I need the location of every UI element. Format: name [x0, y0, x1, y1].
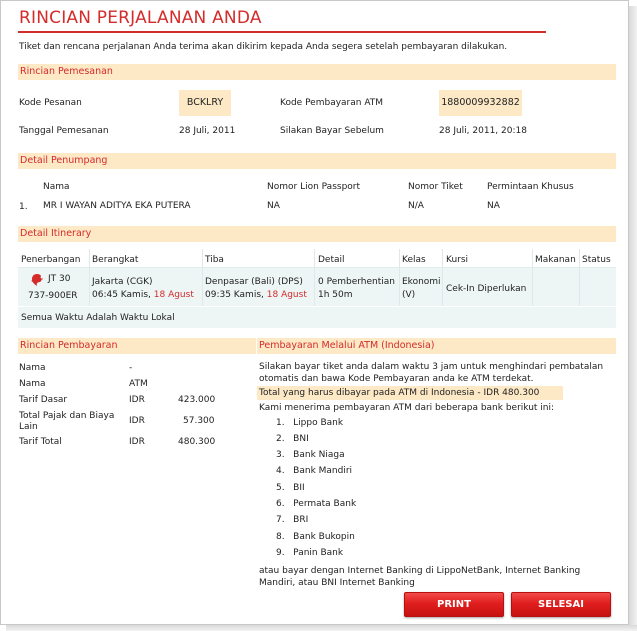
payment-amount: 423.000 [178, 395, 216, 405]
passenger-number: 1. [19, 202, 28, 212]
flight-duration: 1h 50m [318, 290, 353, 300]
title-divider [18, 31, 546, 33]
itin-col-detail: Detail [318, 255, 345, 265]
payment-currency: ATM [129, 379, 148, 389]
booking-section-header: Rincian Pemesanan [18, 64, 616, 80]
atm-code-value: 1880009932882 [439, 90, 522, 116]
passenger-passport: NA [267, 201, 280, 211]
passenger-name: MR I WAYAN ADITYA EKA PUTERA [43, 201, 191, 211]
print-button[interactable]: PRINT [404, 592, 504, 617]
atm-banks-intro: Kami menerima pembayaran ATM dari beberapa bank berikut ini: [259, 403, 555, 413]
itin-col-class: Kelas [402, 255, 426, 265]
atm-total-line: Total yang harus dibayar pada ATM di Indonesia - IDR 480.300 [259, 388, 540, 398]
passenger-ticket: N/A [408, 201, 424, 211]
payment-currency: IDR [129, 437, 145, 447]
payment-label: Total Pajak dan Biaya Lain [19, 411, 115, 432]
flight-number: JT 30 [48, 274, 71, 284]
bank-item: 9. Panin Bank [276, 548, 344, 558]
passenger-request: NA [487, 201, 500, 211]
done-button[interactable]: SELESAI [511, 592, 611, 617]
itin-col-arrive: Tiba [205, 255, 224, 265]
payment-label: Tarif Total [19, 437, 62, 447]
bank-item: 8. Bank Bukopin [276, 532, 355, 542]
arrive-datetime: 09:35 Kamis, 18 Agust [205, 290, 307, 300]
bank-item: 5. BII [276, 483, 305, 493]
depart-city: Jakarta (CGK) [92, 277, 153, 287]
payment-label: Tarif Dasar [19, 395, 68, 405]
payment-currency: IDR [129, 416, 145, 426]
itin-col-seat: Kursi [446, 255, 469, 265]
booking-code-value: BCKLRY [179, 90, 231, 116]
passenger-col-ticket: Nomor Tiket [408, 182, 463, 192]
atm-code-label: Kode Pembayaran ATM [280, 98, 384, 108]
atm-instruction-line2: otomatis dan bawa Kode Pembayaran anda ke ATM terdekat. [259, 374, 534, 384]
bank-item: 1. Lippo Bank [276, 418, 344, 428]
payment-currency: - [129, 363, 133, 373]
local-time-note: Semua Waktu Adalah Waktu Lokal [21, 313, 175, 323]
seat-status: Cek-In Diperlukan [446, 284, 527, 294]
itin-col-status: Status [582, 255, 611, 265]
passenger-col-request: Permintaan Khusus [487, 182, 574, 192]
arrive-city: Denpasar (Bali) (DPS) [205, 277, 303, 287]
bank-item: 3. Bank Niaga [276, 450, 345, 460]
bank-item: 7. BRI [276, 515, 309, 525]
payment-section-header: Rincian Pembayaran [18, 338, 256, 354]
payment-currency: IDR [129, 395, 145, 405]
lion-air-logo-icon [30, 273, 44, 287]
booking-code-label: Kode Pesanan [19, 98, 82, 108]
itinerary-section-header: Detail Itinerary [18, 226, 616, 242]
dialog-shadow-right [629, 6, 637, 631]
itin-col-flight: Penerbangan [21, 255, 81, 265]
intro-text: Tiket dan rencana perjalanan Anda terima akan dikirim kepada Anda segera setelah pembayaran dilakukan. [19, 42, 508, 52]
payment-amount: 57.300 [183, 416, 215, 426]
aircraft-type: 737-900ER [28, 291, 78, 301]
internet-banking-line2: Mandiri, atau BNI Internet Banking [259, 578, 415, 588]
flight-stops: 0 Pemberhentian [318, 277, 395, 287]
depart-datetime: 06:45 Kamis, 18 Agust [92, 290, 194, 300]
dialog-shadow-bottom [6, 625, 637, 631]
itin-col-meal: Makanan [535, 255, 576, 265]
pay-before-label: Silakan Bayar Sebelum [280, 126, 384, 136]
bank-item: 2. BNI [276, 434, 309, 444]
atm-section-header: Pembayaran Melalui ATM (Indonesia) [257, 338, 616, 354]
bank-item: 6. Permata Bank [276, 499, 357, 509]
passenger-col-name: Nama [43, 182, 70, 192]
pay-before-value: 28 Juli, 2011, 20:18 [439, 126, 527, 136]
internet-banking-line1: atau bayar dengan Internet Banking di LippoNetBank, Internet Banking [259, 566, 581, 576]
payment-label: Nama [19, 363, 46, 373]
booking-date-value: 28 Juli, 2011 [179, 126, 236, 136]
booking-date-label: Tanggal Pemesanan [19, 126, 109, 136]
passenger-section-header: Detail Penumpang [18, 153, 616, 169]
payment-total-amount: 480.300 [178, 437, 216, 447]
page-title: RINCIAN PERJALANAN ANDA [19, 8, 262, 28]
itin-col-depart: Berangkat [92, 255, 139, 265]
passenger-col-passport: Nomor Lion Passport [267, 182, 361, 192]
class-name: Ekonomi [402, 277, 441, 287]
bank-item: 4. Bank Mandiri [276, 466, 353, 476]
atm-instruction-line1: Silakan bayar tiket anda dalam waktu 3 jam untuk menghindari pembatalan [259, 362, 604, 372]
payment-label: Nama [19, 379, 46, 389]
class-code: (V) [402, 290, 416, 300]
